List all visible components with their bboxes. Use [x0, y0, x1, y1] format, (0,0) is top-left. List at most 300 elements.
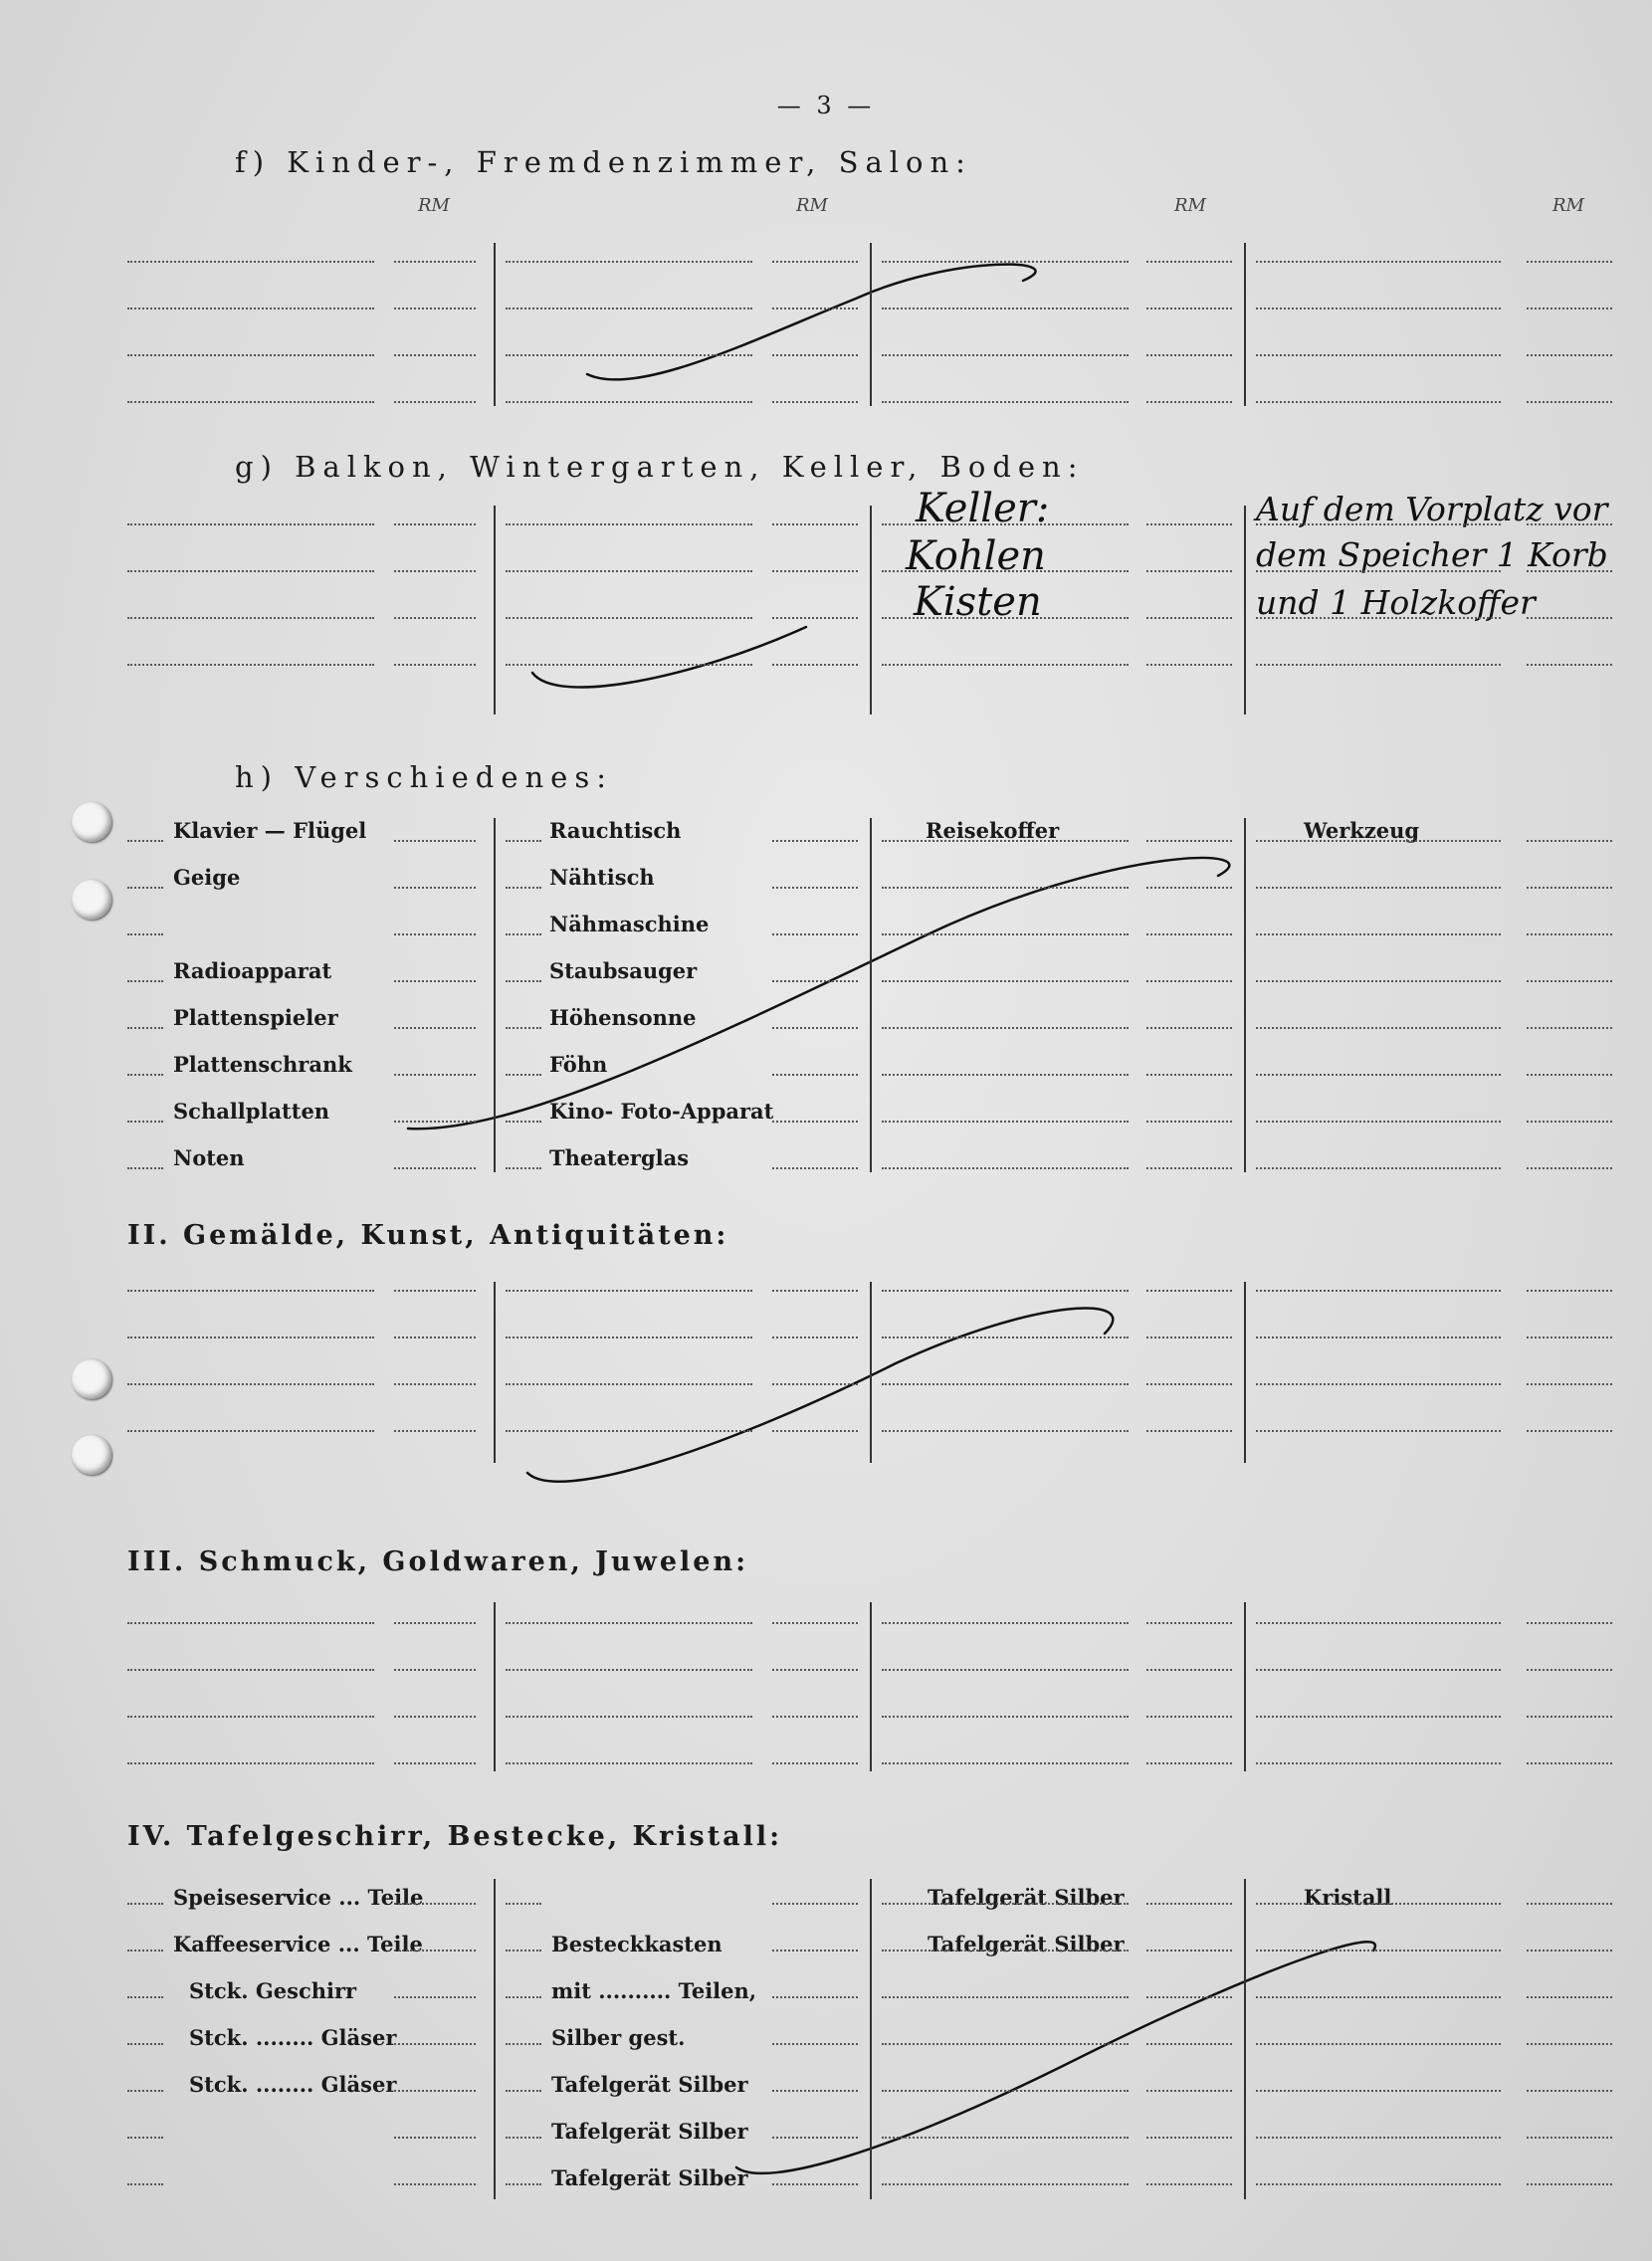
- entry-line: [882, 354, 1129, 356]
- amount-line: [1146, 1950, 1232, 1952]
- amount-line: [1527, 1716, 1612, 1718]
- amount-line: [1527, 980, 1612, 982]
- entry-line: [882, 1074, 1129, 1076]
- item-label: Noten: [173, 1145, 245, 1170]
- column-divider: [494, 1602, 496, 1771]
- entry-line: [1256, 1669, 1501, 1671]
- column-divider: [494, 818, 496, 1172]
- amount-line: [772, 1121, 858, 1123]
- entry-line: [506, 980, 541, 982]
- amount-line: [1527, 401, 1612, 403]
- entry-line: [506, 1996, 541, 1998]
- amount-line: [772, 2043, 858, 2045]
- amount-line: [772, 617, 858, 619]
- entry-line: [506, 1430, 752, 1432]
- item-label: Radioapparat: [173, 958, 332, 983]
- column-divider: [1244, 243, 1246, 406]
- amount-line: [394, 354, 476, 356]
- entry-line: [127, 1950, 163, 1952]
- amount-line: [1146, 401, 1232, 403]
- entry-line: [506, 354, 752, 356]
- amount-line: [394, 1290, 476, 1292]
- entry-line: [882, 2183, 1129, 2185]
- amount-line: [1146, 2043, 1232, 2045]
- item-label: Kaffeeservice ... Teile: [173, 1932, 423, 1956]
- amount-line: [394, 933, 476, 935]
- amount-line: [772, 1336, 858, 1338]
- entry-line: [882, 664, 1129, 666]
- amount-line: [1146, 664, 1232, 666]
- entry-line: [882, 1996, 1129, 1998]
- section-III-heading: III. Schmuck, Goldwaren, Juwelen:: [127, 1546, 749, 1577]
- entry-line: [506, 1167, 541, 1169]
- item-label: Tafelgerät Silber: [551, 2119, 748, 2144]
- amount-line: [1527, 1762, 1612, 1764]
- entry-line: [882, 1430, 1129, 1432]
- amount-line: [1527, 1903, 1612, 1905]
- amount-line: [394, 1716, 476, 1718]
- entry-line: [127, 2137, 163, 2139]
- entry-line: [882, 887, 1129, 889]
- amount-line: [1146, 1669, 1232, 1671]
- amount-line: [1527, 1290, 1612, 1292]
- entry-line: [882, 1290, 1129, 1292]
- amount-line: [394, 1383, 476, 1385]
- item-label: Höhensonne: [549, 1005, 697, 1030]
- column-divider: [1244, 1602, 1246, 1771]
- item-label: Werkzeug: [1304, 818, 1420, 843]
- column-divider: [870, 1602, 872, 1771]
- amount-line: [772, 1290, 858, 1292]
- entry-line: [127, 617, 374, 619]
- entry-line: [127, 1121, 163, 1123]
- entry-line: [506, 1074, 541, 1076]
- amount-line: [1527, 840, 1612, 842]
- amount-line: [772, 1716, 858, 1718]
- entry-line: [1256, 933, 1501, 935]
- entry-line: [127, 308, 374, 309]
- amount-line: [1527, 308, 1612, 309]
- entry-line: [1256, 2137, 1501, 2139]
- amount-line: [1527, 2090, 1612, 2092]
- amount-line: [1527, 1336, 1612, 1338]
- entry-line: [1256, 1903, 1501, 1905]
- entry-line: [882, 401, 1129, 403]
- amount-line: [1527, 887, 1612, 889]
- entry-line: [127, 2090, 163, 2092]
- entry-line: [1256, 1762, 1501, 1764]
- entry-line: [127, 1622, 374, 1624]
- handwritten-note: Kohlen: [906, 533, 1046, 579]
- amount-line: [1527, 1167, 1612, 1169]
- item-label: Geige: [173, 865, 241, 890]
- entry-line: [506, 401, 752, 403]
- entry-line: [127, 664, 374, 666]
- section-f-heading: f) Kinder-, Fremdenzimmer, Salon:: [235, 145, 972, 179]
- entry-line: [506, 1027, 541, 1029]
- entry-line: [882, 2043, 1129, 2045]
- item-label: Speiseservice ... Teile: [173, 1885, 424, 1910]
- entry-line: [882, 1716, 1129, 1718]
- entry-line: [127, 1996, 163, 1998]
- column-divider: [494, 1879, 496, 2199]
- amount-line: [772, 308, 858, 309]
- entry-line: [882, 308, 1129, 309]
- amount-line: [1527, 1950, 1612, 1952]
- amount-line: [1146, 1430, 1232, 1432]
- entry-line: [882, 2137, 1129, 2139]
- entry-line: [506, 1290, 752, 1292]
- entry-line: [127, 1430, 374, 1432]
- column-divider: [870, 1879, 872, 2199]
- handwritten-note: Auf dem Vorplatz vor: [1256, 490, 1608, 528]
- amount-line: [772, 354, 858, 356]
- entry-line: [1256, 1074, 1501, 1076]
- amount-line: [1146, 1167, 1232, 1169]
- amount-line: [1527, 617, 1612, 619]
- currency-label: RM: [1174, 195, 1206, 216]
- item-label: Klavier — Flügel: [173, 818, 367, 843]
- amount-line: [394, 1622, 476, 1624]
- entry-line: [506, 1383, 752, 1385]
- entry-line: [506, 1716, 752, 1718]
- entry-line: [882, 1903, 1129, 1905]
- amount-line: [1146, 887, 1232, 889]
- entry-line: [1256, 1383, 1501, 1385]
- amount-line: [1146, 1716, 1232, 1718]
- amount-line: [1527, 261, 1612, 263]
- entry-line: [882, 617, 1129, 619]
- amount-line: [772, 2090, 858, 2092]
- entry-line: [882, 2090, 1129, 2092]
- amount-line: [394, 523, 476, 525]
- amount-line: [394, 2090, 476, 2092]
- amount-line: [394, 617, 476, 619]
- amount-line: [772, 664, 858, 666]
- amount-line: [394, 1950, 476, 1952]
- entry-line: [127, 1716, 374, 1718]
- amount-line: [1146, 2090, 1232, 2092]
- entry-line: [127, 1762, 374, 1764]
- amount-line: [1146, 2183, 1232, 2185]
- entry-line: [506, 933, 541, 935]
- item-label: Silber gest.: [551, 2025, 686, 2050]
- entry-line: [506, 887, 541, 889]
- amount-line: [772, 570, 858, 572]
- item-label: Besteckkasten: [551, 1932, 723, 1956]
- item-label: Tafelgerät Silber: [928, 1932, 1125, 1956]
- amount-line: [1146, 354, 1232, 356]
- item-label: Plattenspieler: [173, 1005, 338, 1030]
- column-divider: [1244, 1879, 1246, 2199]
- amount-line: [1527, 1074, 1612, 1076]
- amount-line: [772, 1903, 858, 1905]
- amount-line: [1146, 1762, 1232, 1764]
- item-label: Theaterglas: [549, 1145, 690, 1170]
- amount-line: [1146, 308, 1232, 309]
- entry-line: [1256, 664, 1501, 666]
- entry-line: [882, 1167, 1129, 1169]
- amount-line: [1527, 2043, 1612, 2045]
- amount-line: [394, 308, 476, 309]
- amount-line: [1146, 933, 1232, 935]
- item-label: Kristall: [1304, 1885, 1392, 1910]
- item-label: Föhn: [549, 1052, 608, 1077]
- amount-line: [1527, 1121, 1612, 1123]
- amount-line: [394, 1430, 476, 1432]
- amount-line: [1146, 2137, 1232, 2139]
- entry-line: [882, 1336, 1129, 1338]
- entry-line: [882, 523, 1129, 525]
- section-h-heading: h) Verschiedenes:: [235, 760, 613, 794]
- entry-line: [882, 261, 1129, 263]
- currency-label: RM: [1552, 195, 1584, 216]
- item-label: Staubsauger: [549, 958, 698, 983]
- item-label: Kino- Foto-Apparat: [549, 1099, 774, 1124]
- amount-line: [1527, 664, 1612, 666]
- entry-line: [1256, 1996, 1501, 1998]
- entry-line: [1256, 308, 1501, 309]
- amount-line: [772, 980, 858, 982]
- entry-line: [1256, 840, 1501, 842]
- amount-line: [394, 1121, 476, 1123]
- column-divider: [1244, 1282, 1246, 1463]
- entry-line: [127, 1383, 374, 1385]
- amount-line: [1527, 933, 1612, 935]
- amount-line: [394, 1996, 476, 1998]
- entry-line: [506, 523, 752, 525]
- item-label: Stck. Geschirr: [189, 1978, 357, 2003]
- item-label: Tafelgerät Silber: [928, 1885, 1125, 1910]
- entry-line: [127, 2043, 163, 2045]
- amount-line: [1527, 523, 1612, 525]
- amount-line: [1146, 1121, 1232, 1123]
- amount-line: [394, 570, 476, 572]
- entry-line: [127, 1336, 374, 1338]
- column-divider: [870, 818, 872, 1172]
- entry-line: [1256, 261, 1501, 263]
- entry-line: [882, 1121, 1129, 1123]
- entry-line: [506, 1903, 541, 1905]
- entry-line: [882, 980, 1129, 982]
- entry-line: [127, 887, 163, 889]
- item-label: Stck. ........ Gläser: [189, 2025, 397, 2050]
- entry-line: [127, 840, 163, 842]
- item-label: Schallplatten: [173, 1099, 330, 1124]
- entry-line: [1256, 401, 1501, 403]
- page-number: — 3 —: [776, 92, 876, 119]
- entry-line: [127, 1074, 163, 1076]
- amount-line: [772, 261, 858, 263]
- amount-line: [394, 2183, 476, 2185]
- entry-line: [506, 2137, 541, 2139]
- amount-line: [1527, 1669, 1612, 1671]
- amount-line: [772, 1950, 858, 1952]
- amount-line: [1146, 840, 1232, 842]
- entry-line: [506, 664, 752, 666]
- entry-line: [127, 523, 374, 525]
- entry-line: [127, 1290, 374, 1292]
- entry-line: [127, 980, 163, 982]
- handwritten-note: und 1 Holzkoffer: [1256, 583, 1536, 622]
- amount-line: [1146, 1622, 1232, 1624]
- entry-line: [506, 840, 541, 842]
- entry-line: [127, 1027, 163, 1029]
- amount-line: [772, 933, 858, 935]
- column-divider: [870, 1282, 872, 1463]
- item-label: Nähmaschine: [549, 912, 710, 936]
- entry-line: [506, 2090, 541, 2092]
- currency-label: RM: [418, 195, 450, 216]
- amount-line: [394, 1762, 476, 1764]
- entry-line: [1256, 1290, 1501, 1292]
- item-label: Tafelgerät Silber: [551, 2072, 748, 2097]
- amount-line: [1146, 1074, 1232, 1076]
- amount-line: [1527, 1996, 1612, 1998]
- entry-line: [1256, 2090, 1501, 2092]
- entry-line: [506, 2183, 541, 2185]
- amount-line: [772, 1027, 858, 1029]
- amount-line: [1146, 1996, 1232, 1998]
- entry-line: [506, 261, 752, 263]
- item-label: mit .......... Teilen,: [551, 1978, 757, 2003]
- column-divider: [494, 243, 496, 406]
- amount-line: [772, 1430, 858, 1432]
- column-divider: [1244, 818, 1246, 1172]
- entry-line: [882, 1383, 1129, 1385]
- currency-label: RM: [796, 195, 828, 216]
- entry-line: [127, 933, 163, 935]
- column-divider: [870, 506, 872, 715]
- entry-line: [1256, 570, 1501, 572]
- amount-line: [1146, 1383, 1232, 1385]
- column-divider: [870, 243, 872, 406]
- entry-line: [1256, 1950, 1501, 1952]
- amount-line: [1146, 1336, 1232, 1338]
- entry-line: [506, 617, 752, 619]
- entry-line: [506, 1121, 541, 1123]
- entry-line: [127, 354, 374, 356]
- amount-line: [772, 1762, 858, 1764]
- amount-line: [772, 1669, 858, 1671]
- entry-line: [506, 1669, 752, 1671]
- amount-line: [394, 1074, 476, 1076]
- entry-line: [506, 308, 752, 309]
- amount-line: [772, 1167, 858, 1169]
- entry-line: [882, 1027, 1129, 1029]
- amount-line: [394, 1669, 476, 1671]
- section-II-heading: II. Gemälde, Kunst, Antiquitäten:: [127, 1220, 729, 1251]
- amount-line: [772, 2183, 858, 2185]
- item-label: Plattenschrank: [173, 1052, 352, 1077]
- amount-line: [772, 523, 858, 525]
- entry-line: [1256, 2043, 1501, 2045]
- amount-line: [1527, 1027, 1612, 1029]
- entry-line: [1256, 1027, 1501, 1029]
- entry-line: [127, 570, 374, 572]
- amount-line: [1527, 2183, 1612, 2185]
- section-IV-heading: IV. Tafelgeschirr, Bestecke, Kristall:: [127, 1821, 783, 1852]
- entry-line: [1256, 1716, 1501, 1718]
- entry-line: [127, 2183, 163, 2185]
- entry-line: [882, 1762, 1129, 1764]
- entry-line: [882, 1950, 1129, 1952]
- amount-line: [394, 980, 476, 982]
- entry-line: [1256, 354, 1501, 356]
- item-label: Stck. ........ Gläser: [189, 2072, 397, 2097]
- entry-line: [882, 1622, 1129, 1624]
- entry-line: [506, 1622, 752, 1624]
- entry-line: [127, 1903, 163, 1905]
- amount-line: [1146, 617, 1232, 619]
- entry-line: [882, 1669, 1129, 1671]
- entry-line: [506, 1762, 752, 1764]
- amount-line: [394, 2137, 476, 2139]
- amount-line: [394, 401, 476, 403]
- amount-line: [1527, 1622, 1612, 1624]
- amount-line: [394, 1167, 476, 1169]
- amount-line: [394, 1903, 476, 1905]
- amount-line: [772, 401, 858, 403]
- entry-line: [127, 1669, 374, 1671]
- amount-line: [772, 1996, 858, 1998]
- handwritten-note: dem Speicher 1 Korb: [1256, 535, 1608, 574]
- entry-line: [506, 570, 752, 572]
- entry-line: [1256, 887, 1501, 889]
- entry-line: [1256, 1430, 1501, 1432]
- amount-line: [394, 840, 476, 842]
- entry-line: [1256, 1336, 1501, 1338]
- item-label: Reisekoffer: [926, 818, 1060, 843]
- section-g-heading: g) Balkon, Wintergarten, Keller, Boden:: [235, 450, 1085, 484]
- entry-line: [127, 1167, 163, 1169]
- amount-line: [394, 1027, 476, 1029]
- entry-line: [1256, 1121, 1501, 1123]
- amount-line: [1146, 523, 1232, 525]
- amount-line: [1146, 1903, 1232, 1905]
- item-label: Nähtisch: [549, 865, 655, 890]
- amount-line: [1527, 1430, 1612, 1432]
- amount-line: [1527, 354, 1612, 356]
- entry-line: [1256, 617, 1501, 619]
- amount-line: [772, 840, 858, 842]
- amount-line: [772, 1622, 858, 1624]
- entry-line: [506, 1336, 752, 1338]
- entry-line: [506, 1950, 541, 1952]
- amount-line: [772, 887, 858, 889]
- amount-line: [1527, 1383, 1612, 1385]
- amount-line: [1146, 261, 1232, 263]
- amount-line: [394, 261, 476, 263]
- amount-line: [1146, 1027, 1232, 1029]
- amount-line: [772, 1383, 858, 1385]
- entry-line: [1256, 523, 1501, 525]
- handwritten-note: Kisten: [914, 579, 1042, 625]
- amount-line: [394, 1336, 476, 1338]
- amount-line: [1146, 1290, 1232, 1292]
- entry-line: [882, 570, 1129, 572]
- amount-line: [1146, 980, 1232, 982]
- entry-line: [1256, 2183, 1501, 2185]
- entry-line: [882, 840, 1129, 842]
- handwritten-note: Keller:: [916, 486, 1050, 531]
- amount-line: [772, 1074, 858, 1076]
- amount-line: [394, 2043, 476, 2045]
- entry-line: [1256, 1167, 1501, 1169]
- entry-line: [127, 401, 374, 403]
- amount-line: [1527, 570, 1612, 572]
- item-label: Tafelgerät Silber: [551, 2165, 748, 2190]
